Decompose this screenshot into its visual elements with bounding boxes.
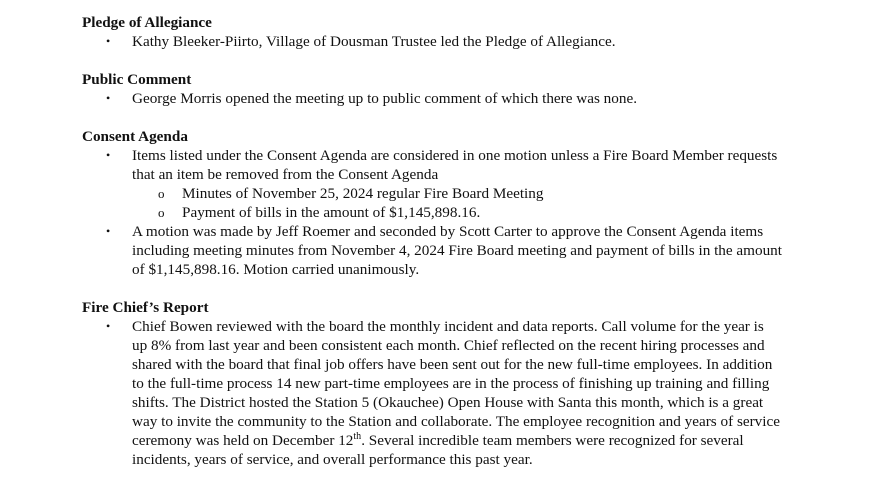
section-heading: Public Comment: [82, 71, 192, 88]
list-item: [82, 146, 782, 222]
list-item-text: A motion was made by Jeff Roemer and seconded by Scott Carter to approve the Consent Agenda items including meeting minutes from November 4, 2024 Fire Board meeting and payment of bills in the amount of $1,145,898.16. Motion carried unanimously.: [132, 223, 782, 278]
section-heading: Consent Agenda: [82, 128, 188, 145]
bullet-icon: •: [106, 91, 111, 105]
list-item-text: George Morris opened the meeting up to public comment of which there was none.: [132, 90, 637, 107]
sub-list-item: [132, 184, 782, 203]
report-text-part-1: Chief Bowen reviewed with the board the monthly incident and data reports. Call volume for the year is up 8% from last year and been consistent each month. Chief reflected on the recent hiring processes and shared with the board that final job offers have been sent out for the new full-time employees. In addition to the full-time process 14 new part-time employees are in the process of finishing up training and filling shifts. The District hosted the Station 5 (Okauchee) Open House with Santa this month, which is a great way to invite the community to the Station and collaborate. The employee recognition and years of service ceremony was held on December 12: [132, 318, 780, 449]
section-public-comment: [82, 70, 862, 108]
section-heading: Fire Chief’s Report: [82, 299, 209, 316]
document-page: [82, 13, 862, 469]
bullet-icon: •: [106, 319, 111, 333]
bullet-icon: •: [106, 34, 111, 48]
bullet-icon: •: [106, 148, 111, 162]
list-item: [82, 89, 782, 108]
sub-list-item-text: Payment of bills in the amount of $1,145,898.16.: [182, 204, 481, 221]
bullet-list: [82, 89, 862, 108]
bullet-list: [82, 146, 862, 279]
hollow-bullet-icon: o: [158, 186, 165, 201]
list-item-text: Items listed under the Consent Agenda are considered in one motion unless a Fire Board Member requests that an item be removed from the Consent Agenda: [132, 147, 778, 183]
list-item: [82, 317, 782, 469]
bullet-list: [82, 317, 862, 469]
section-pledge-of-allegiance: [82, 13, 862, 51]
ordinal-suffix: th: [353, 430, 362, 442]
sub-list-item-text: Minutes of November 25, 2024 regular Fire Board Meeting: [182, 185, 544, 202]
section-consent-agenda: [82, 127, 862, 279]
report-text-part-2: . Several incredible team members were recognized for several incidents, years of service, and overall performance this past year.: [132, 432, 744, 468]
list-item-text: Kathy Bleeker-Piirto, Village of Dousman Trustee led the Pledge of Allegiance.: [132, 33, 616, 50]
sub-bullet-list: [132, 184, 782, 222]
section-fire-chiefs-report: [82, 298, 862, 469]
bullet-list: [82, 32, 862, 51]
hollow-bullet-icon: o: [158, 205, 165, 220]
list-item: [82, 32, 782, 51]
bullet-icon: •: [106, 224, 111, 238]
list-item: [82, 222, 782, 279]
section-heading: Pledge of Allegiance: [82, 14, 212, 31]
list-item-text: [132, 318, 780, 468]
sub-list-item: [132, 203, 782, 222]
